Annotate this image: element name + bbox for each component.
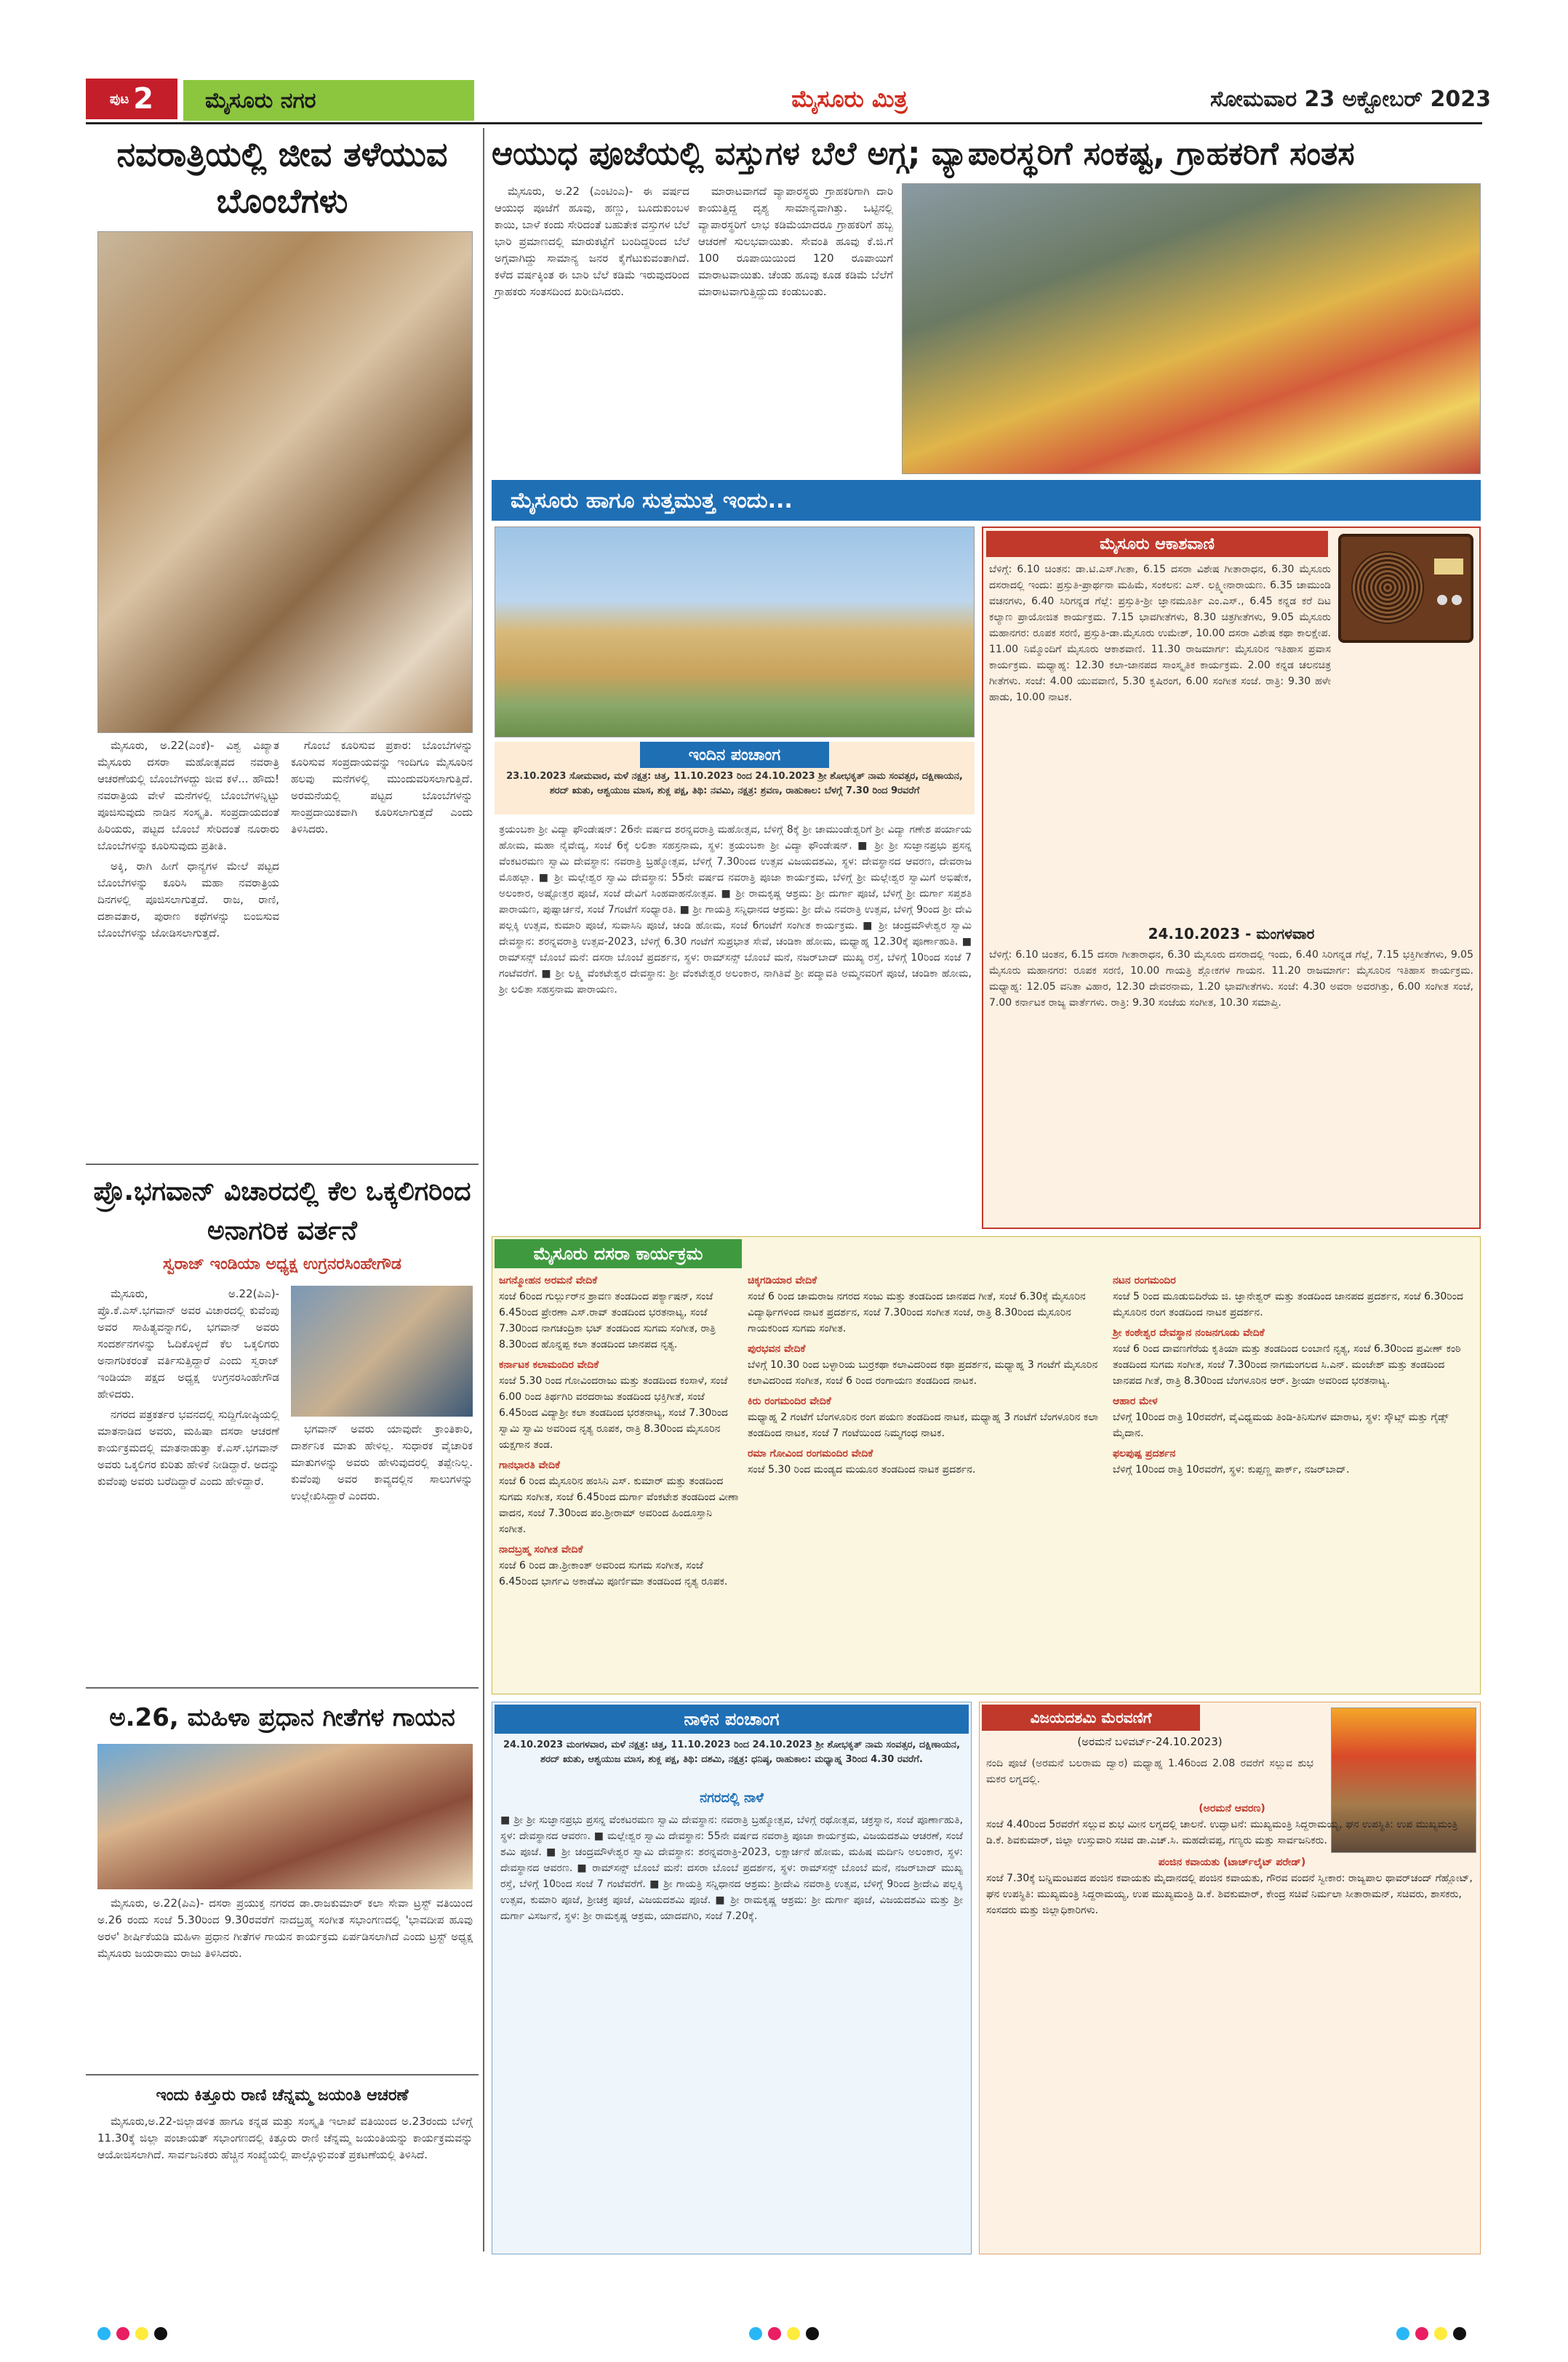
market-photo (902, 183, 1481, 474)
market-headline: ಆಯುಧ ಪೂಜೆಯಲ್ಲಿ ವಸ್ತುಗಳ ಬೆಲೆ ಅಗ್ಗ; ವ್ಯಾಪಾರಸ್ಥರಿಗೆ ಸಂಕಷ್ಟ, ಗ್ರಾಹಕರಿಗೆ ಸಂತಸ (492, 135, 1355, 172)
dolls-text-col1: ಮೈಸೂರು, ಅ.22(ಎಂಕೆ)- ವಿಶ್ವ ವಿಖ್ಯಾತ ಮೈಸೂರು ದಸರಾ ಮಹೋತ್ಸವದ ನವರಾತ್ರಿ ಆಚರಣೆಯಲ್ಲಿ ಬೊಂಬೆಗಳದ್ದು ಜೀವ ಕಳೆ... ಹೌದು! ನವರಾತ್ರಿಯ ವೇಳೆ ಮನೆಗಳಲ್ಲಿ ಬೊಂಬೆಗಳನ್ನಿಟ್ಟು ಪೂಜಿಸುವುದು ನಾಡಿನ ಸಂಸ್ಕೃತಿ. ಸಂಪ್ರದಾಯದಂತೆ ಹಿರಿಯರು, ಪಟ್ಟದ ಬೊಂಬೆ ಸೇರಿದಂತೆ ನೂರಾರು ಬೊಂಬೆಗಳನ್ನು ಕೂರಿಸುವುದು ಪ್ರತೀತಿ. ಅಕ್ಕಿ, ರಾಗಿ ಹೀಗೆ ಧಾನ್ಯಗಳ ಮೇಲೆ ಪಟ್ಟದ ಬೊಂಬೆಗಳನ್ನು ಕೂರಿಸಿ ಮಹಾ ನವರಾತ್ರಿಯ ದಿನಗಳಲ್ಲಿ ಪೂಜಿಸಲಾಗುತ್ತದೆ. ರಾಜ, ರಾಣಿ, ದಶಾವತಾರ, ಪುರಾಣ ಕಥೆಗಳನ್ನು ಬಿಂಬಿಸುವ ಬೊಂಬೆಗಳನ್ನು ಜೋಡಿಸಲಾಗುತ್ತದೆ. (97, 739, 279, 940)
masthead-rule (86, 122, 1482, 124)
dasara-col1: ಜಗನ್ಮೋಹನ ಅರಮನೆ ವೇದಿಕೆ ಸಂಜೆ 6ರಿಂದ ಗುರ್ಲ್ಲುರ್‌ನ ಶ್ರಾವಣ ತಂಡದಿಂದ ಪರ್ಕ್ಯಾಷನ್, ಸಂಜೆ 6.45ರಿಂದ ಪ್ರೇರಣಾ ಎಸ್.ರಾವ್ ತಂಡದಿಂದ ಭರತನಾಟ್ಯ, ಸಂಜೆ 7.30ರಿಂದ ನಾಗಚಂದ್ರಿಕಾ ಭಟ್ ತಂಡದಿಂದ ಸುಗಮ ಸಂಗೀತ, ರಾತ್ರಿ 8.30ರಿಂದ ಹೊನ್ನಪ್ಪ ಕಲಾ ತಂಡದಿಂದ ಜಾನಪದ ನೃತ್ಯ. ಕರ್ನಾಟಕ ಕಲಾಮಂದಿರ ವೇದಿಕೆ ಸಂಜೆ 5.30 ರಿಂದ ಗೋವಿಂದರಾಜು ಮತ್ತು ತಂಡದಿಂದ ಕಂಸಾಳೆ, ಸಂಜೆ 6.00 ರಿಂದ ತಿರ್ಥಗಿರಿ ವರದರಾಜು ತಂಡದಿಂದ ಭಕ್ತಿಗೀತೆ, ಸಂಜೆ 6.45ರಿಂದ ವಿದ್ಯಾಶ್ರೀ ಕಲಾ ತಂಡದಿಂದ ಭರತನಾಟ್ಯ, ಸಂಜೆ 7.30ರಿಂದ ಸ್ವಾಮಿ ಸ್ವಾಮಿ ಅವರಿಂದ ನೃತ್ಯ ರೂಪಕ, ರಾತ್ರಿ 8.30ರಿಂದ ಮೈಸೂರಿನ ಯಕ್ಷಗಾನ ತಂಡ. ಗಾನಭಾರತಿ ವೇದಿಕೆ ಸಂಜೆ 6 ರಿಂದ ಮೈಸೂರಿನ ಹಂಸಿನಿ ಎಸ್. ಕುಮಾರ್ ಮತ್ತು ತಂಡದಿಂದ ಸುಗಮ ಸಂಗೀತ, ಸಂಜೆ 6.45ರಿಂದ ದುರ್ಗಾ ವೆಂಕಟೇಶ ತಂಡದಿಂದ ವೀಣಾ ವಾದನ, ಸಂಜೆ 7.30ರಿಂದ ಪಂ.ಶ್ರೀರಾಮ್ ಅವರಿಂದ ಹಿಂದೂಸ್ತಾನಿ ಸಂಗೀತ. ನಾದಬ್ರಹ್ಮ ಸಂಗೀತ ವೇದಿಕೆ ಸಂಜೆ 6 ರಿಂದ ಡಾ.ಶ್ರೀಕಾಂತ್ ಅವರಿಂದ ಸುಗಮ ಸಂಗೀತ, ಸಂಜೆ 6.45ರಿಂದ ಭಾರ್ಗವಿ ಅಕಾಡೆಮಿ ಪೂರ್ಣಿಮಾ ತಂಡದಿಂದ ನೃತ್ಯ ರೂಪಕ. (499, 1275, 739, 1588)
page-number-badge: ಪುಟ 2 (86, 79, 177, 119)
tomorrow-panchanga-text: 24.10.2023 ಮಂಗಳವಾರ, ಮಳೆ ನಕ್ಷತ್ರ: ಚಿತ್ತ, 11.10.2023 ರಿಂದ 24.10.2023 ಶ್ರೀ ಶೋಭಕೃತ್ ನಾಮ ಸಂವತ್ಸರ, ದಕ್ಷಿಣಾಯನ, ಶರದ್ ಋತು, ಆಶ್ವಯುಜ ಮಾಸ, ಶುಕ್ಲ ಪಕ್ಷ, ತಿಥಿ: ದಶಮಿ, ನಕ್ಷತ್ರ: ಧನಿಷ್ಠ, ರಾಹುಕಾಲ: ಮಧ್ಯಾಹ್ನ 3ರಿಂದ 4.30 ರವರೆಗೆ. (503, 1740, 961, 1765)
bhagwan-subhead: ಸ್ವರಾಜ್ ಇಂಡಿಯಾ ಅಧ್ಯಕ್ಷ ಉಗ್ರನರಸಿಂಹೇಗೌಡ (163, 1255, 401, 1273)
vijayadashami-title: ವಿಜಯದಶಮಿ ಮೆರವಣಿಗೆ (982, 1705, 1200, 1731)
bhagwan-headline: ಪ್ರೊ.ಭಗವಾನ್ ವಿಚಾರದಲ್ಲಿ ಕೆಲ ಒಕ್ಕಲಿಗರಿಂದ ಅನಾಗರಿಕ ವರ್ತನೆ (93, 1177, 471, 1246)
dasara-col3: ನಟನ ರಂಗಮಂದಿರ ಸಂಜೆ 5 ರಿಂದ ಮೂಡುಬಿದಿರೆಯ ಜಿ. ಜ್ಞಾನೇಶ್ವರ್ ಮತ್ತು ತಂಡದಿಂದ ಜಾನಪದ ಪ್ರದರ್ಶನ, ಸಂಜೆ 6.30ರಿಂದ ಮೈಸೂರಿನ ರಂಗ ತಂಡದಿಂದ ನಾಟಕ ಪ್ರದರ್ಶನ. ಶ್ರೀ ಕಂಠೇಶ್ವರ ದೇವಸ್ಥಾನ ನಂಜನಗೂಡು ವೇದಿಕೆ ಸಂಜೆ 6 ರಿಂದ ದಾವಣಗೆರೆಯ ಕೃತಿಯಾ ಮತ್ತು ತಂಡದಿಂದ ಲಂಬಾಣಿ ನೃತ್ಯ, ಸಂಜೆ 6.30ರಿಂದ ಪ್ರವೀಣ್ ಕಂಠಿ ತಂಡದಿಂದ ಸುಗಮ ಸಂಗೀತ, ಸಂಜೆ 7.30ರಿಂದ ನಾಗಮಂಗಲದ ಸಿ.ಎನ್. ಮಂಜೇಶ್ ಮತ್ತು ತಂಡದಿಂದ ಜಾನಪದ ಗೀತೆ, ರಾತ್ರಿ 8.30ರಿಂದ ಬೆಂಗಳೂರಿನ ಆರ್. ಶ್ರೀಯಾ ಅವರಿಂದ ಭರತನಾಟ್ಯ. ಆಹಾರ ಮೇಳ ಬೆಳಿಗ್ಗೆ 10ರಿಂದ ರಾತ್ರಿ 10ರವರೆಗೆ, ವೈವಿಧ್ಯಮಯ ತಿಂಡಿ-ತಿನಿಸುಗಳ ಮಾರಾಟ, ಸ್ಥಳ: ಸ್ಕೌಟ್ಸ್ ಮತ್ತು ಗೈಡ್ಸ್ ಮೈದಾನ. ಫಲಪುಷ್ಪ ಪ್ರದರ್ಶನ ಬೆಳಿಗ್ಗೆ 10ರಿಂದ ರಾತ್ರಿ 10ರವರೆಗೆ, ಸ್ಥಳ: ಕುಪ್ಪಣ್ಣ ಪಾರ್ಕ್, ನಜರ್‌ಬಾದ್. (1113, 1275, 1463, 1476)
vijayadashami-details: (ಅರಮನೆ ಆವರಣ) ಸಂಜೆ 4.40ರಿಂದ 5ರವರೆಗೆ ಸಲ್ಲುವ ಶುಭ ಮೀನ ಲಗ್ನದಲ್ಲಿ ಚಾಲನೆ. ಉದ್ಘಾಟನೆ: ಮುಖ್ಯಮಂತ್ರಿ ಸಿದ್ದರಾಮಯ್ಯ, ಘನ ಉಪಸ್ಥಿತಿ: ಉಪ ಮುಖ್ಯಮಂತ್ರಿ ಡಿ.ಕೆ. ಶಿವಕುಮಾರ್, ಜಿಲ್ಲಾ ಉಸ್ತುವಾರಿ ಸಚಿವ ಡಾ.ಎಚ್.ಸಿ. ಮಹದೇವಪ್ಪ, ಗಣ್ಯರು ಮತ್ತು ಸಾರ್ವಜನಿಕರು. ಪಂಜಿನ ಕವಾಯತು (ಟಾರ್ಚ್‌ಲೈಟ್ ಪರೇಡ್) ಸಂಜೆ 7.30ಕ್ಕೆ ಬನ್ನಿಮಂಟಪದ ಪಂಜಿನ ಕವಾಯತು ಮೈದಾನದಲ್ಲಿ ಪಂಜಿನ ಕವಾಯತು, ಗೌರವ ವಂದನೆ ಸ್ವೀಕಾರ: ರಾಜ್ಯಪಾಲ ಥಾವರ್‌ಚಂದ್ ಗೆಹ್ಲೋಟ್, ಘನ ಉಪಸ್ಥಿತಿ: ಮುಖ್ಯಮಂತ್ರಿ ಸಿದ್ದರಾಮಯ್ಯ, ಉಪ ಮುಖ್ಯಮಂತ್ರಿ ಡಿ.ಕೆ. ಶಿವಕುಮಾರ್, ಕೇಂದ್ರ ಸಚಿವೆ ನಿರ್ಮಲಾ ಸೀತಾರಾಮನ್, ಸಚಿವರು, ಶಾಸಕರು, ಸಂಸದರು ಮತ್ತು ಜಿಲ್ಲಾಧಿಕಾರಿಗಳು. (986, 1803, 1473, 1916)
registration-marks (749, 2327, 819, 2340)
panchanga-title: ಇಂದಿನ ಪಂಚಾಂಗ (640, 742, 829, 768)
registration-marks (97, 2327, 167, 2340)
kittur-headline: ಇಂದು ಕಿತ್ತೂರು ರಾಣಿ ಚೆನ್ನಮ್ಮ ಜಯಂತಿ ಆಚರಣೆ (156, 2086, 409, 2105)
women-songs-photo (97, 1744, 473, 1889)
radio-icon (1338, 534, 1473, 643)
vijayadashami-intro: ನಂದಿ ಪೂಜೆ (ಅರಮನೆ ಬಲರಾಮ ದ್ವಾರ) ಮಧ್ಯಾಹ್ನ 1.46ರಿಂದ 2.08 ರವರೆಗೆ ಸಲ್ಲುವ ಶುಭ ಮಕರ ಲಗ್ನದಲ್ಲಿ. (986, 1758, 1313, 1785)
city-tomorrow-title: ನಗರದಲ್ಲಿ ನಾಳೆ (700, 1790, 764, 1806)
radio-day1-text: ಬೆಳಿಗ್ಗೆ: 6.10 ಚಿಂತನ: ಡಾ.ಟಿ.ಎಸ್.ಗೀತಾ, 6.15 ದಸರಾ ವಿಶೇಷ ಗೀತಾರಾಧನ, 6.30 ಮೈಸೂರು ದಸರಾದಲ್ಲಿ ಇಂದು: ಪ್ರಸ್ತುತಿ-ಪ್ರಾರ್ಥನಾ ಮಹಿಮೆ, ಸಂಕಲನ: ಎಸ್. ಲಕ್ಷ್ಮೀನಾರಾಯಣ. 6.35 ಚಾಮುಂಡಿ ವಚನಗಳು, 6.40 ಸಿರಿಗನ್ನಡ ಗೆಲ್ಲೆ: ಪ್ರಸ್ತುತಿ-ಶ್ರೀ ಜ್ಞಾನಮೂರ್ತಿ ಎಂ.ಎಸ್., 6.45 ಕನ್ನಡ ಕರೆ ದಿಟ ಕಲ್ಯಾಣ ಪ್ರಾಯೋಜಿತ ಕಾರ್ಯಕ್ರಮ. 7.15 ಭಾವಗೀತೆಗಳು, 8.30 ಚಿತ್ರಗೀತೆಗಳು, 9.05 ಮೈಸೂರು ಮಹಾನಗರ: ರೂಪಕ ಸರಣಿ, ಪ್ರಸ್ತುತಿ-ಡಾ.ಮೈಸೂರು ಉಮೇಶ್, 10.00 ದಸರಾ ವಿಶೇಷ ಕಥಾ ಕಾಲಕ್ಷೇಪ. 11.00 ನಿಮ್ಮೊಂದಿಗೆ ಮೈಸೂರು ಆಕಾಶವಾಣಿ. 11.30 ರಾಜಮಾರ್ಗ: ಮೈಸೂರಿನ ಇತಿಹಾಸ ಪ್ರವಾಸ ಕಾರ್ಯಕ್ರಮ. ಮಧ್ಯಾಹ್ನ: 12.30 ಕಲಾ-ಜಾನಪದ ಸಾಂಸ್ಕೃತಿಕ ಕಾರ್ಯಕ್ರಮ. 2.00 ಕನ್ನಡ ಚಲನಚಿತ್ರ ಗೀತೆಗಳು. ಸಂಜೆ: 4.00 ಯುವವಾಣಿ, 5.30 ಕೃಷಿರಂಗ, 6.00 ಸಂಗೀತ ಸಂಜೆ. ರಾತ್ರಿ: 9.30 ಹಳೇ ಹಾಡು, 10.00 ನಾಟಕ. (989, 564, 1331, 703)
dolls-headline: ನವರಾತ್ರಿಯಲ್ಲಿ ಜೀವ ತಳೆಯುವ ಬೊಂಬೆಗಳು (116, 135, 448, 220)
bhagwan-text-col1: ಮೈಸೂರು, ಅ.22(ಪಿಎ)-ಪ್ರೊ.ಕೆ.ಎಸ್.ಭಗವಾನ್ ಅವರ ವಿಚಾರದಲ್ಲಿ ಕುವೆಂಪು ಅವರ ಸಾಹಿತ್ಯವನ್ನಾಗಲಿ, ಭಗವಾನ್ ಅವರು ಸಂದರ್ಶನಗಳನ್ನು ಓದಿಕೊಳ್ಳದೆ ಕೆಲ ಒಕ್ಕಲಿಗರು ಅನಾಗರಿಕರಂತೆ ವರ್ತಿಸುತ್ತಿದ್ದಾರೆ ಎಂದು ಸ್ವರಾಜ್ ಇಂಡಿಯಾ ಪಕ್ಷದ ಅಧ್ಯಕ್ಷ ಉಗ್ರನರಸಿಂಹೇಗೌಡ ಹೇಳಿದರು. ನಗರದ ಪತ್ರಕರ್ತರ ಭವನದಲ್ಲಿ ಸುದ್ದಿಗೋಷ್ಠಿಯಲ್ಲಿ ಮಾತನಾಡಿದ ಅವರು, ಮಹಿಷಾ ದಸರಾ ಆಚರಣೆ ಕಾರ್ಯಕ್ರಮದಲ್ಲಿ ಮಾತನಾಡುತ್ತಾ ಕೆ.ಎಸ್.ಭಗವಾನ್ ಅವರು ಒಕ್ಕಲಿಗರ ಕುರಿತು ಹೇಳಿಕೆ ನೀಡಿದ್ದಾರೆ. ಅದನ್ನು ಕುವೆಂಪು ಅವರು ಬರೆದಿದ್ದಾರೆ ಎಂದು ಹೇಳಿದ್ದಾರೆ. (97, 1287, 279, 1488)
brand-logo: ಮೈಸೂರು ಮಿತ್ರ (791, 84, 908, 113)
dasara-col2: ಚಿಕ್ಕಗಡಿಯಾರ ವೇದಿಕೆ ಸಂಜೆ 6 ರಿಂದ ಚಾಮರಾಜ ನಗರದ ಸಂಜು ಮತ್ತು ತಂಡದಿಂದ ಜಾನಪದ ಗೀತೆ, ಸಂಜೆ 6.30ಕ್ಕೆ ಮೈಸೂರಿನ ವಿದ್ಯಾರ್ಥಿಗಳಿಂದ ನಾಟಕ ಪ್ರದರ್ಶನ, ಸಂಜೆ 7.30ರಿಂದ ಸಂಗೀತ ಸಂಜೆ, ರಾತ್ರಿ 8.30ರಿಂದ ಮೈಸೂರಿನ ಗಾಯಕರಿಂದ ಸುಗಮ ಸಂಗೀತ. ಪುರಭವನ ವೇದಿಕೆ ಬೆಳಿಗ್ಗೆ 10.30 ರಿಂದ ಬಳ್ಳಾರಿಯ ಬುರ್ರಕಥಾ ಕಲಾವಿದರಿಂದ ಕಥಾ ಪ್ರದರ್ಶನ, ಮಧ್ಯಾಹ್ನ 3 ಗಂಟೆಗೆ ಮೈಸೂರಿನ ಕಲಾವಿದರಿಂದ ಸಂಗೀತ, ಸಂಜೆ 6 ರಿಂದ ರಂಗಾಯಣ ತಂಡದಿಂದ ನಾಟಕ. ಕಿರು ರಂಗಮಂದಿರ ವೇದಿಕೆ ಮಧ್ಯಾಹ್ನ 2 ಗಂಟೆಗೆ ಬೆಂಗಳೂರಿನ ರಂಗ ಪಯಣ ತಂಡದಿಂದ ನಾಟಕ, ಮಧ್ಯಾಹ್ನ 3 ಗಂಟೆಗೆ ಬೆಂಗಳೂರಿನ ಕಲಾ ತಂಡದಿಂದ ನಾಟಕ, ಸಂಜೆ 7 ಗಂಟೆಯಿಂದ ನಿಮ್ಮಗಂಧ ನಾಟಕ. ರಮಾ ಗೋವಿಂದ ರಂಗಮಂದಿರ ವೇದಿಕೆ ಸಂಜೆ 5.30 ರಿಂದ ಮಂಡ್ಯದ ಮಯೂರ ತಂಡದಿಂದ ನಾಟಕ ಪ್ರದರ್ಶನ. (748, 1275, 1099, 1476)
divider (86, 1164, 479, 1165)
kittur-text: ಮೈಸೂರು,ಅ.22-ಜಿಲ್ಲಾಡಳಿತ ಹಾಗೂ ಕನ್ನಡ ಮತ್ತು ಸಂಸ್ಕೃತಿ ಇಲಾಖೆ ವತಿಯಿಂದ ಅ.23ರಂದು ಬೆಳಿಗ್ಗೆ 11.30ಕ್ಕೆ ಜಿಲ್ಲಾ ಪಂಚಾಯತ್ ಸಭಾಂಗಣದಲ್ಲಿ ಕಿತ್ತೂರು ರಾಣಿ ಚೆನ್ನಮ್ಮ ಜಯಂತಿಯನ್ನು ಕಾರ್ಯಕ್ರಮವನ್ನು ಆಯೋಜಿಸಲಾಗಿದೆ. ಸಾರ್ವಜನಿಕರು ಹೆಚ್ಚಿನ ಸಂಖ್ಯೆಯಲ್ಲಿ ಪಾಲ್ಗೊಳ್ಳುವಂತೆ ಪ್ರಕಟಣೆಯಲ್ಲಿ ತಿಳಿಸಿದೆ. (97, 2115, 473, 2161)
radio-day2-text: ಬೆಳಿಗ್ಗೆ: 6.10 ಚಿಂತನ, 6.15 ದಸರಾ ಗೀತಾರಾಧನ, 6.30 ಮೈಸೂರು ದಸರಾದಲ್ಲಿ ಇಂದು, 6.40 ಸಿರಿಗನ್ನಡ ಗೆಲ್ಲೆ, 7.15 ಭಕ್ತಿಗೀತೆಗಳು, 9.05 ಮೈಸೂರು ಮಹಾನಗರ: ರೂಪಕ ಸರಣಿ, 10.00 ಗಾಯತ್ರಿ ಶ್ಲೋಕಗಳ ಗಾಯನ. 11.20 ರಾಜಮಾರ್ಗ: ಮೈಸೂರಿನ ಇತಿಹಾಸ ಕಾರ್ಯಕ್ರಮ. ಮಧ್ಯಾಹ್ನ: 12.05 ವನಿತಾ ವಿಹಾರ, 12.30 ದೇವರನಾಮ, 1.20 ಭಾವಗೀತೆಗಳು. ಸಂಜೆ: 4.30 ಅವರಾ ಅವರಗಿತ್ತು, 6.00 ಸಂಗೀತ ಸಂಜೆ, 7.00 ಕರ್ನಾಟಕ ರಾಜ್ಯ ವಾರ್ತೆಗಳು. ರಾತ್ರಿ: 9.30 ಸಂಜೆಯ ಸಂಗೀತ, 10.30 ಸಮಾಪ್ತಿ. (989, 949, 1473, 1009)
issue-date: ಸೋಮವಾರ 23 ಅಕ್ಟೋಬರ್ 2023 (1209, 86, 1491, 112)
women-songs-text: ಮೈಸೂರು, ಅ.22(ಪಿಎ)- ದಸರಾ ಪ್ರಯುಕ್ತ ನಗರದ ಡಾ.ರಾಜಕುಮಾರ್ ಕಲಾ ಸೇವಾ ಟ್ರಸ್ಟ್ ವತಿಯಿಂದ ಅ.26 ರಂದು ಸಂಜೆ 5.30ರಿಂದ 9.30ರವರೆಗೆ ನಾದಬ್ರಹ್ಮ ಸಂಗೀತ ಸಭಾಂಗಣದಲ್ಲಿ 'ಭಾವದೀಪ ಹೂವು ಅರಳ' ಶೀರ್ಷಿಕೆಯಡಿ ಮಹಿಳಾ ಪ್ರಧಾನ ಗೀತೆಗಳ ಗಾಯನ ಕಾರ್ಯಕ್ರಮ ಏರ್ಪಡಿಸಲಾಗಿದೆ ಎಂದು ಟ್ರಸ್ಟ್ ಅಧ್ಯಕ್ಷ ಮೈಸೂರು ಜಯರಾಮು ರಾಜು ತಿಳಿಸಿದರು. (97, 1897, 473, 1960)
bhagwan-text-col2: ಭಗವಾನ್ ಅವರು ಯಾವುದೇ ಕ್ರಾಂತಿಕಾರಿ, ದಾರ್ಶನಿಕ ಮಾತು ಹೇಳಿಲ್ಲ. ಸುಧಾರಕ ವೈಚಾರಿಕ ಮಾತುಗಳನ್ನು ಅವರು ಹೇಳುವುದರಲ್ಲಿ ತಪ್ಪೇನಿಲ್ಲ. ಕುವೆಂಪು ಅವರ ಕಾವ್ಯದಲ್ಲಿನ ಸಾಲುಗಳನ್ನು ಉಲ್ಲೇಖಿಸಿದ್ದಾರೆ ಎಂದರು. (291, 1422, 473, 1502)
press-meet-photo (291, 1286, 473, 1417)
panchanga-text: 23.10.2023 ಸೋಮವಾರ, ಮಳೆ ನಕ್ಷತ್ರ: ಚಿತ್ತ, 11.10.2023 ರಿಂದ 24.10.2023 ಶ್ರೀ ಶೋಭಕೃತ್ ನಾಮ ಸಂವತ್ಸರ, ದಕ್ಷಿಣಾಯನ, ಶರದ್ ಋತು, ಆಶ್ವಯುಜ ಮಾಸ, ಶುಕ್ಲ ಪಕ್ಷ, ತಿಥಿ: ನವಮಿ, ನಕ್ಷತ್ರ: ಶ್ರವಣ, ರಾಹುಕಾಲ: ಬೆಳಗ್ಗೆ 7.30 ರಿಂದ 9ರವರೆಗೆ (506, 771, 963, 796)
registration-marks (1396, 2327, 1466, 2340)
dasara-title: ಮೈಸೂರು ದಸರಾ ಕಾರ್ಯಕ್ರಮ (495, 1239, 742, 1268)
market-text-col1: ಮೈಸೂರು, ಅ.22 (ಎಂಟಿಂಎ)- ಈ ವರ್ಷದ ಆಯುಧ ಪೂಜೆಗೆ ಹೂವು, ಹಣ್ಣು, ಬೂದುಕುಂಬಳ ಕಾಯಿ, ಬಾಳೆ ಕಂದು ಸೇರಿದಂತೆ ಬಹುತೇಕ ವಸ್ತುಗಳ ಬೆಲೆ ಭಾರಿ ಪ್ರಮಾಣದಲ್ಲಿ ಮಾರುಕಟ್ಟೆಗೆ ಬಂದಿದ್ದರಿಂದ ಬೆಲೆ ಅಗ್ಗವಾಗಿದ್ದು ಸಾಮಾನ್ಯ ಜನರ ಕೈಗೆಟುಕುವಂತಾಗಿದೆ. ಕಳೆದ ವರ್ಷಕ್ಕಿಂತ ಈ ಬಾರಿ ಬೆಲೆ ಕಡಿಮೆ ಇರುವುದರಿಂದ ಗ್ರಾಹಕರು ಸಂತಸದಿಂದ ಖರೀದಿಸಿದರು. (495, 185, 689, 298)
dolls-photo (97, 231, 473, 733)
divider (86, 1687, 479, 1689)
today-banner: ಮೈಸೂರು ಹಾಗೂ ಸುತ್ತಮುತ್ತ ಇಂದು... (492, 480, 1481, 521)
radio-title: ಮೈಸೂರು ಆಕಾಶವಾಣಿ (986, 531, 1328, 557)
women-songs-headline: ಅ.26, ಮಹಿಳಾ ಪ್ರಧಾನ ಗೀತೆಗಳ ಗಾಯನ (109, 1703, 455, 1732)
section-title: ಮೈಸೂರು ನಗರ (183, 80, 474, 121)
tomorrow-title: ನಾಳಿನ ಪಂಚಾಂಗ (495, 1705, 969, 1734)
divider (86, 2074, 479, 2075)
vijayadashami-sub: (ಅರಮನೆ ಬಳಿವರ್ಟ್-24.10.2023) (1077, 1735, 1223, 1748)
radio-day1-cont (989, 647, 1473, 924)
palace-photo (495, 527, 975, 737)
dolls-text-col2: ಗೊಂಬೆ ಕೂರಿಸುವ ಪ್ರಕಾರ: ಬೊಂಬೆಗಳನ್ನು ಕೂರಿಸುವ ಸಂಪ್ರದಾಯವನ್ನು ಇಂದಿಗೂ ಮೈಸೂರಿನ ಹಲವು ಮನೆಗಳಲ್ಲಿ ಮುಂದುವರಿಸಲಾಗುತ್ತಿದೆ. ಅರಮನೆಯಲ್ಲಿ ಪಟ್ಟದ ಬೊಂಬೆಗಳನ್ನು ಸಾಂಪ್ರದಾಯಿಕವಾಗಿ ಕೂರಿಸಲಾಗುತ್ತದೆ ಎಂದು ತಿಳಿಸಿದರು. (291, 739, 473, 836)
market-text-col2: ಮಾರಾಟವಾಗದೆ ವ್ಯಾಪಾರಸ್ಥರು ಗ್ರಾಹಕರಿಗಾಗಿ ದಾರಿ ಕಾಯುತ್ತಿದ್ದ ದೃಶ್ಯ ಸಾಮಾನ್ಯವಾಗಿತ್ತು. ಒಟ್ಟಿನಲ್ಲಿ ವ್ಯಾಪಾರಸ್ಥರಿಗೆ ಲಾಭ ಕಡಿಮೆಯಾದರೂ ಗ್ರಾಹಕರಿಗೆ ಹಬ್ಬ ಆಚರಣೆ ಸುಲಭವಾಯಿತು. ಸೇವಂತಿ ಹೂವು ಕೆ.ಜಿ.ಗೆ 100 ರೂಪಾಯಿಯಿಂದ 120 ರೂಪಾಯಿಗೆ ಮಾರಾಟವಾಯಿತು. ಚೆಂಡು ಹೂವು ಕೂಡ ಕಡಿಮೆ ಬೆಲೆಗೆ ಮಾರಾಟವಾಗುತ್ತಿದ್ದುದು ಕಂಡುಬಂತು. (698, 185, 893, 298)
city-tomorrow-text: ■ ಶ್ರೀ ಶ್ರೀ ಸುಜ್ಞಾನಪ್ರಭು ಪ್ರಸನ್ನ ವೆಂಕಟರಮಣ ಸ್ವಾಮಿ ದೇವಸ್ಥಾನ: ನವರಾತ್ರಿ ಬ್ರಹ್ಮೋತ್ಸವ, ಬೆಳಿಗ್ಗೆ ರಥೋತ್ಸವ, ಚಕ್ರಸ್ನಾನ, ಸಂಜೆ ಪೂರ್ಣಾಹುತಿ, ಸ್ಥಳ: ದೇವಸ್ಥಾನದ ಆವರಣ. ■ ಮಲ್ಲೇಶ್ವರ ಸ್ವಾಮಿ ದೇವಸ್ಥಾನ: 55ನೇ ವರ್ಷದ ನವರಾತ್ರಿ ಪೂಜಾ ಕಾರ್ಯಕ್ರಮ, ವಿಜಯದಶಮಿ ಆಚರಣೆ, ಸಂಜೆ ಶಮಿ ಪೂಜೆ. ■ ಶ್ರೀ ಚಂದ್ರಮೌಳೇಶ್ವರ ಸ್ವಾಮಿ ದೇವಸ್ಥಾನ: ಶರನ್ನವರಾತ್ರಿ-2023, ಲಕ್ಷಾರ್ಚನೆ ಹೋಮ, ಮಹಿಷ ಮರ್ದಿನಿ ಅಲಂಕಾರ, ಸ್ಥಳ: ದೇವಸ್ಥಾನದ ಆವರಣ. ■ ರಾಮ್‍ಸನ್ಸ್ ಬೊಂಬೆ ಮನೆ: ದಸರಾ ಬೊಂಬೆ ಪ್ರದರ್ಶನ, ಸ್ಥಳ: ರಾಮ್‍ಸನ್ಸ್ ಬೊಂಬೆ ಮನೆ, ನಜರ್‌ಬಾದ್ ಮುಖ್ಯ ರಸ್ತೆ, ಬೆಳಿಗ್ಗೆ 10ರಿಂದ ಸಂಜೆ 7 ಗಂಟೆವರೆಗೆ. ■ ಶ್ರೀ ಗಾಯತ್ರಿ ಸನ್ನಿಧಾನದ ಆಶ್ರಮ: ಶ್ರೀದೇವಿ ನವರಾತ್ರಿ ಉತ್ಸವ, ಬೆಳಿಗ್ಗೆ 9ರಿಂದ ಶ್ರೀದೇವಿ ಪಲ್ಲಕ್ಕಿ ಉತ್ಸವ, ಕುಮಾರಿ ಪೂಜೆ, ಶ್ರೀಚಕ್ರ ಪೂಜೆ, ವಿಜಯದಶಮಿ ಪೂಜೆ. ■ ಶ್ರೀ ರಾಮಕೃಷ್ಣ ಆಶ್ರಮ: ಶ್ರೀ ದುರ್ಗಾ ಪೂಜೆ, ವಿಜಯದಶಮಿ ಮತ್ತು ಶ್ರೀ ದುರ್ಗಾ ವಿಸರ್ಜನೆ, ಸ್ಥಳ: ಶ್ರೀ ರಾಮಕೃಷ್ಣ ಆಶ್ರಮ, ಯಾದವಗಿರಿ, ಸಂಜೆ 7.20ಕ್ಕೆ. (500, 1814, 963, 1922)
radio-day2-title: 24.10.2023 - ಮಂಗಳವಾರ (1148, 925, 1315, 942)
column-divider (483, 128, 484, 2251)
today-events-text: ತ್ರಯಂಬಕಾ ಶ್ರೀ ವಿದ್ಯಾ ಫೌಂಡೇಷನ್: 26ನೇ ವರ್ಷದ ಶರನ್ನವರಾತ್ರಿ ಮಹೋತ್ಸವ, ಬೆಳಿಗ್ಗೆ 8ಕ್ಕೆ ಶ್ರೀ ಚಾಮುಂಡೇಶ್ವರಿಗೆ ಶ್ರೀ ವಿದ್ಯಾ ಗಣೇಶ ಪರ್ಯಾಯ ಹೋಮ, ಮಹಾ ನೈವೇದ್ಯ, ಸಂಜೆ 6ಕ್ಕೆ ಲಲಿತಾ ಸಹಸ್ರನಾಮ, ಸ್ಥಳ: ತ್ರಯಂಬಕಾ ಶ್ರೀ ವಿದ್ಯಾ ಫೌಂಡೇಷನ್. ■ ಶ್ರೀ ಶ್ರೀ ಸುಜ್ಞಾನಪ್ರಭು ಪ್ರಸನ್ನ ವೆಂಕಟರಮಣ ಸ್ವಾಮಿ ದೇವಸ್ಥಾನ: ನವರಾತ್ರಿ ಬ್ರಹ್ಮೋತ್ಸವ, ಬೆಳಿಗ್ಗೆ 7.30ರಿಂದ ಉತ್ಸವ ವಿಜಯದಶಮಿ, ಸ್ಥಳ: ದೇವಸ್ಥಾನದ ಆವರಣ, ದೇವರಾಜ ಮೊಹಲ್ಲಾ. ■ ಶ್ರೀ ಮಲ್ಲೇಶ್ವರ ಸ್ವಾಮಿ ದೇವಸ್ಥಾನ: 55ನೇ ವರ್ಷದ ನವರಾತ್ರಿ ಪೂಜಾ ಕಾರ್ಯಕ್ರಮ, ಬೆಳಿಗ್ಗೆ ಶ್ರೀ ಮಲ್ಲೇಶ್ವರ ಸ್ವಾಮಿಗೆ ಅಭಿಷೇಕ, ಅಲಂಕಾರ, ಅಷ್ಟೋತ್ತರ ಪೂಜೆ, ಸಂಜೆ ದೇವಿಗೆ ಸಿಂಹವಾಹನೋತ್ಸವ. ■ ಶ್ರೀ ರಾಮಕೃಷ್ಣ ಆಶ್ರಮ: ಶ್ರೀ ದುರ್ಗಾ ಪೂಜೆ, ಬೆಳಿಗ್ಗೆ ಶ್ರೀ ದುರ್ಗಾ ಸಪ್ತಶತಿ ಪಾರಾಯಣ, ಪುಷ್ಪಾರ್ಚನೆ, ಸಂಜೆ 7ಗಂಟೆಗೆ ಸಂಧ್ಯಾರತಿ. ■ ಶ್ರೀ ಗಾಯತ್ರಿ ಸನ್ನಿಧಾನದ ಆಶ್ರಮ: ಶ್ರೀ ದೇವಿ ನವರಾತ್ರಿ ಉತ್ಸವ, ಬೆಳಿಗ್ಗೆ 9ರಿಂದ ಶ್ರೀ ದೇವಿ ಪಲ್ಲಕ್ಕಿ ಉತ್ಸವ, ಕುಮಾರಿ ಪೂಜೆ, ಸುವಾಸಿನಿ ಪೂಜೆ, ಚಂಡಿ ಹೋಮ, ಸಂಜೆ 6ಗಂಟೆಗೆ ಸಂಗೀತ ಕಾರ್ಯಕ್ರಮ. ■ ಶ್ರೀ ಚಂದ್ರಮೌಳೇಶ್ವರ ಸ್ವಾಮಿ ದೇವಸ್ಥಾನ: ಶರನ್ನವರಾತ್ರಿ ಉತ್ಸವ-2023, ಬೆಳಿಗ್ಗೆ 6.30 ಗಂಟೆಗೆ ಸುಪ್ರಭಾತ ಸೇವೆ, ಚಂಡಿಕಾ ಹೋಮ, ಮಧ್ಯಾಹ್ನ 12.30ಕ್ಕೆ ಪೂರ್ಣಾಹುತಿ. ■ ರಾಮ್‍ಸನ್ಸ್ ಬೊಂಬೆ ಮನೆ: ದಸರಾ ಬೊಂಬೆ ಪ್ರದರ್ಶನ, ಸ್ಥಳ: ರಾಮ್‍ಸನ್ಸ್ ಬೊಂಬೆ ಮನೆ, ನಜರ್‌ಬಾದ್ ಮುಖ್ಯ ರಸ್ತೆ, ಬೆಳಿಗ್ಗೆ 10ರಿಂದ ಸಂಜೆ 7 ಗಂಟೆವರೆಗೆ. ■ ಶ್ರೀ ಲಕ್ಷ್ಮಿ ವೆಂಕಟೇಶ್ವರ ದೇವಸ್ಥಾನ: ಶ್ರೀ ವೆಂಕಟೇಶ್ವರ ಅಲಂಕಾರ, ನಾಗಿತಿವೆ ಶ್ರೀ ಪದ್ಮಾವತಿ ಅಮ್ಮನವರಿಗೆ ಪೂಜೆ, ಚಂಡಿಕಾ ಹೋಮ, ಶ್ರೀ ಲಲಿತಾ ಸಹಸ್ರನಾಮ ಪಾರಾಯಣ. (499, 824, 972, 996)
